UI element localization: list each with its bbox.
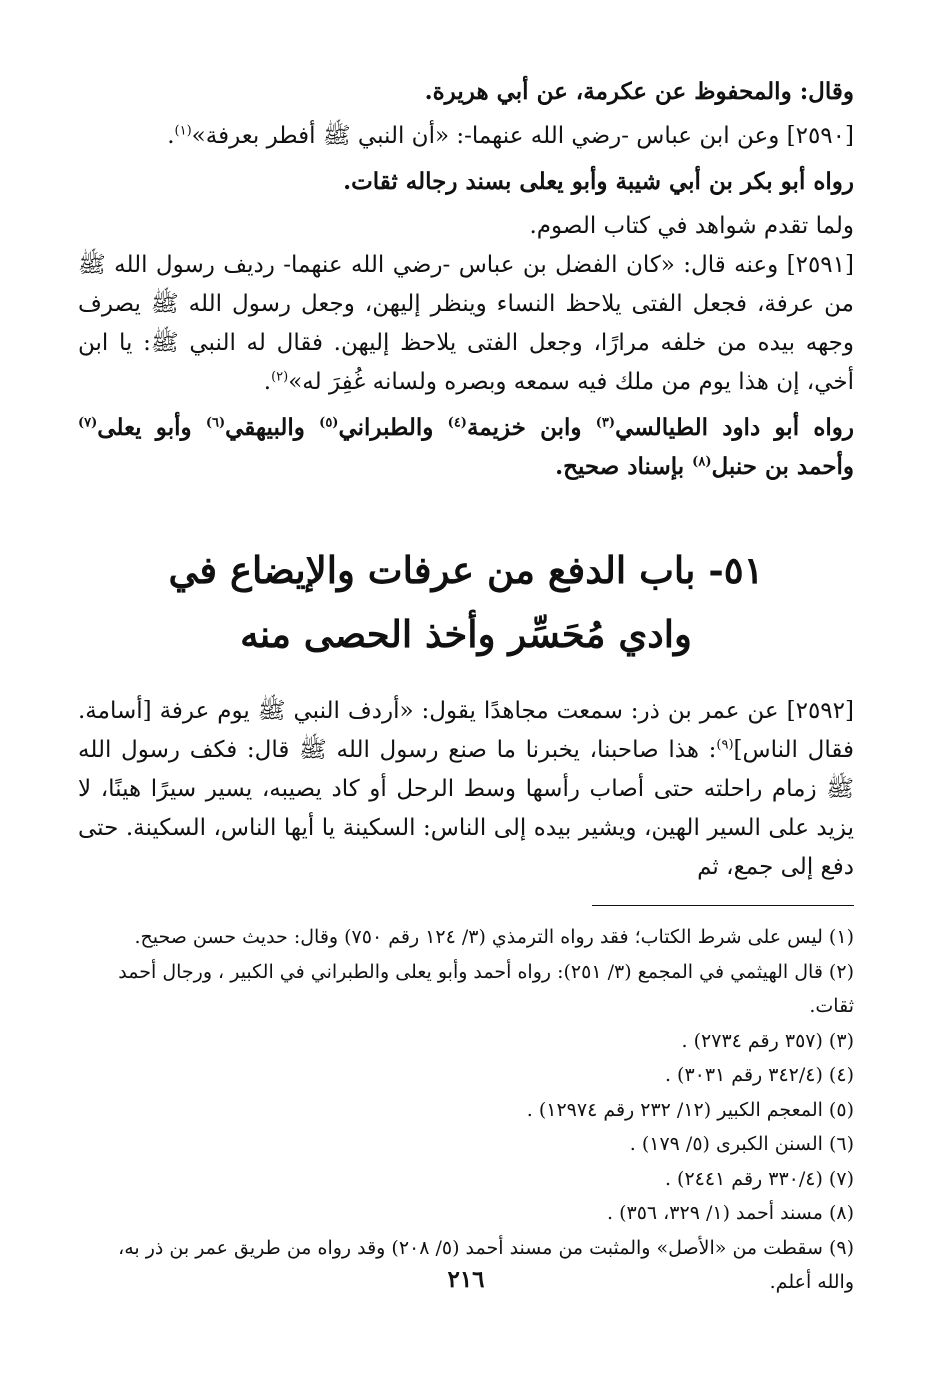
footnote-ref-1[interactable]: (١) [174, 123, 192, 139]
narration-part: بإسناد صحيح. [555, 453, 693, 480]
footnote-2: (٢) قال الهيثمي في المجمع (٣/ ٢٥١): رواه أحمد وأبو يعلى والطبراني في الكبير ، ورجال أحمد ثقات. [118, 960, 854, 1017]
hadith-2592-text-1: [٢٥٩٢] عن عمر بن ذر: سمعت مجاهدًا يقول: «أردف النبي ﷺ يوم عرفة [أسامة. فقال الناس] [78, 698, 854, 763]
chapter-title-line-1: ٥١- باب الدفع من عرفات والإيضاع في [168, 548, 764, 592]
footnote-5: (٥) المعجم الكبير (١٢/ ٢٣٢ رقم ١٢٩٧٤) . [526, 1098, 854, 1121]
footnote-3: (٣) (٣٥٧ رقم ٢٧٣٤) . [681, 1029, 854, 1052]
footnote-ref-7[interactable]: (٧) [78, 415, 98, 431]
intro-line: وقال: والمحفوظ عن عكرمة، عن أبي هريرة. [424, 78, 854, 105]
footnote-ref-6[interactable]: (٦) [205, 415, 226, 431]
footnote-ref-2[interactable]: (٢) [271, 369, 289, 385]
narration-part: وأبو يعلى [97, 414, 206, 441]
footnote-7: (٧) (٣٣٠/٤ رقم ٢٤٤١) . [664, 1167, 854, 1190]
hadith-2591-end: . [263, 369, 272, 395]
page-number: ٢١٦ [447, 1266, 485, 1293]
hadith-2590-narration: رواه أبو بكر بن أبي شيبة وأبو يعلى بسند رجاله ثقات. [343, 168, 854, 195]
footnote-ref-8[interactable]: (٨) [692, 454, 712, 470]
footnote-separator [592, 905, 854, 906]
hadith-2591 [78, 246, 854, 402]
footnote-9: (٩) سقطت من «الأصل» والمثبت من مسند أحمد (٥/ ٢٠٨) وقد رواه من طريق عمر بن ذر به، والله أعلم. [118, 1236, 854, 1293]
chapter-title-line-2: وادي مُحَسِّر وأخذ الحصى منه [240, 612, 692, 656]
hadith-2592 [78, 692, 854, 887]
narration-part: رواه أبو داود الطيالسي [615, 414, 854, 441]
footnote-4: (٤) (٣٤٢/٤ رقم ٣٠٣١) . [664, 1064, 854, 1086]
narration-part: وأحمد بن حنبل [711, 453, 854, 480]
footnote-1: (١) ليس على شرط الكتاب؛ فقد رواه الترمذي (٣/ ١٢٤ رقم ٧٥٠) وقال: حديث حسن صحيح. [134, 926, 854, 948]
hadith-2592-text-2: : هذا صاحبنا، يخبرنا ما صنع رسول الله ﷺ قال: فكف رسول الله ﷺ زمام راحلته حتى أصاب رأسها وسط الرحل أو كاد يصيبه، يسير سيرًا هينًا، لا يزيد على السير الهين، ويشير بيده إلى الناس: السكينة يا أيها الناس، السكينة. حتى دفع إلى جمع، ثم [78, 737, 854, 880]
hadith-2590 [78, 117, 854, 156]
hadith-2591-narration [78, 408, 854, 486]
narration-part: والبيهقي [225, 414, 320, 441]
hadith-2591-text: [٢٥٩١] وعنه قال: «كان الفضل بن عباس -رضي الله عنهما- رديف رسول الله ﷺ من عرفة، فجعل الفتى يلاحظ النساء وينظر إليهن، وجعل رسول الله ﷺ يصرف وجهه بيده من خلفه مرارًا، وجعل الفتى يلاحظ إليهن. فقال له النبي ﷺ: يا ابن أخي، إن هذا يوم من ملك فيه سمعه وبصره ولسانه غُفِرَ له» [78, 252, 854, 395]
footnote-ref-5[interactable]: (٥) [319, 415, 339, 431]
footnote-6: (٦) السنن الكبرى (٥/ ١٧٩) . [629, 1133, 854, 1155]
book-page [78, 72, 854, 1372]
narration-part: وابن خزيمة [466, 414, 596, 441]
hadith-2590-note: ولما تقدم شواهد في كتاب الصوم. [529, 213, 854, 239]
footnote-8: (٨) مسند أحمد (١/ ٣٢٩، ٣٥٦) . [607, 1202, 854, 1224]
hadith-2590-end: . [167, 123, 175, 149]
footnote-ref-9[interactable]: (٩) [716, 737, 734, 753]
chapter-heading [78, 538, 854, 666]
footnote-ref-3[interactable]: (٣) [595, 415, 616, 431]
footnote-ref-4[interactable]: (٤) [447, 415, 467, 431]
footnotes [78, 920, 854, 1300]
narration-part: والطبراني [338, 414, 448, 441]
hadith-2590-text: [٢٥٩٠] وعن ابن عباس -رضي الله عنهما-: «أن النبي ﷺ أفطر بعرفة» [191, 123, 854, 149]
